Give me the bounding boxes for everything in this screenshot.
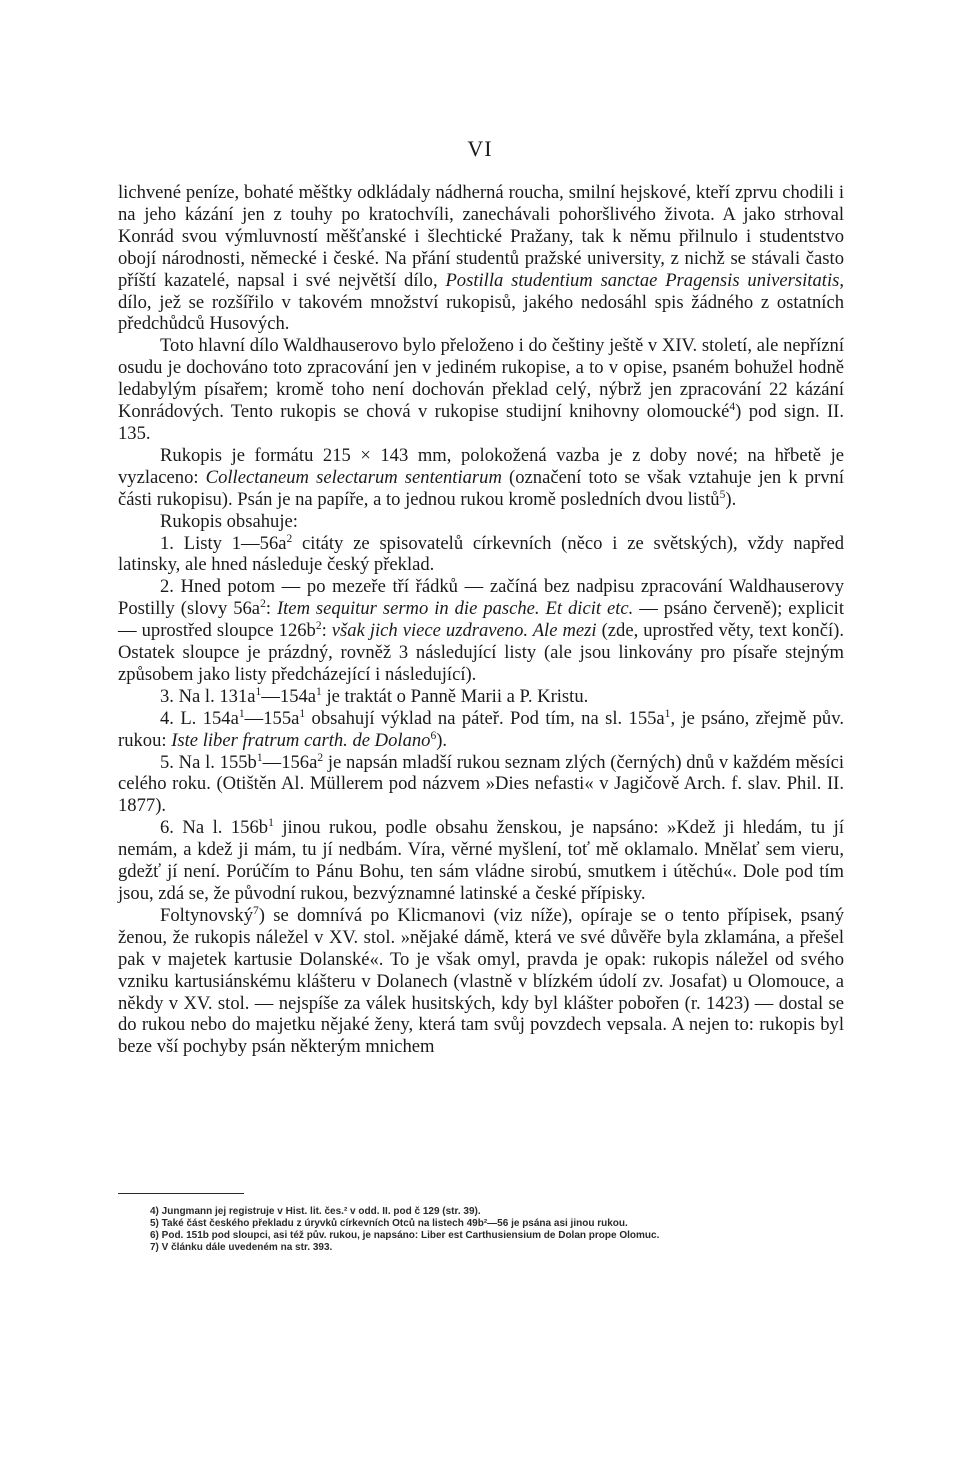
footnote-reference: 2 — [286, 532, 293, 545]
paragraph-10 — [118, 817, 844, 905]
footnote-reference: 5 — [719, 488, 726, 501]
text-run: obsahují výklad na páteř. Pod tím, na sl. 155a — [305, 707, 665, 729]
text-run: : — [265, 598, 277, 620]
text-run: ) se domnívá po Klicmanovi (viz níže), opíraje se o tento přípisek, psaný ženou, že rukopis náležel v XV. stol. »nějaké dámě, která ve své důvěře byla zklamána, a přešel pak v majetek kartusie Dolanské«. To je však omyl, pravda je opak: rukopis náležel od svého vzniku kartusiánskému klášteru v Dolanech (vlastně v blízkém údolí zv. Josafat) u Olomouce, a někdy v XV. stol. — nejspíše za válek husitských, kdy byl klášter pobořen (r. 1423) — dostal se do rukou nebo do majetku nějaké ženy, která tam svůj povzdech vepsala. A nejen to: rukopis byl beze vší pochyby psán některým mnichem — [118, 904, 844, 1058]
footnote-reference: 1 — [256, 751, 263, 764]
paragraph-1 — [118, 182, 844, 335]
text-run: (označení toto se však vztahuje jen k první části rukopisu). Psán je na papíře, a to jednou rukou kromě posledních dvou listů — [118, 466, 845, 510]
footnote-reference: 1 — [316, 685, 322, 698]
footnote-reference: 7 — [253, 904, 259, 917]
footnote-reference: 6 — [430, 729, 437, 742]
text-run: je napsán mladší rukou seznam zlých (černých) dnů v každém měsíci celého roku. (Otištěn Al. Müllerem pod názvem »Dies nefasti« v Jagičově Arch. f. slav. Phil. II. 1877). — [118, 751, 844, 817]
footnote-reference: 1 — [664, 707, 671, 720]
footnote-4: 4) Jungmann jej registruje v Hist. lit. čes.² v odd. II. pod č 129 (str. 39). — [150, 1206, 481, 1217]
paragraph-8 — [118, 708, 844, 752]
footnote-6: 6) Pod. 151b pod sloupci, asi též pův. rukou, je napsáno: Liber est Carthusiensium de Dolan prope Olomuc. — [150, 1230, 660, 1241]
footnote-reference: 2 — [317, 751, 324, 764]
text-run: citáty ze spisovatelů církevních (něco i ze světských), vždy napřed latinsky, ale hned následuje český překlad. — [118, 532, 844, 576]
text-run: : — [321, 620, 332, 642]
italic-run: Item sequitur sermo in die pasche. Et dicit etc. — [276, 598, 634, 620]
footnotes — [150, 1206, 840, 1254]
text-run: —154a — [261, 685, 317, 707]
paragraph-9 — [118, 752, 844, 818]
paragraph-7 — [118, 686, 844, 708]
text-run: ). — [725, 488, 737, 510]
page-number: VI — [467, 136, 493, 161]
text-run: lichvené peníze, bohaté měštky odkládaly nádherná roucha, smilní hejskové, kteří zprvu chodili i na jeho kázání jen z touhy po kratochvíli, zanechávali pohoršlivého života. A jako strhoval Konrád svou výmluvností měšťanské i šlechtické Pražany, tak k němu přilnulo i studentstvo obojí národnosti, německé i české. Na přání studentů pražské university, z nichž se stávali často příští kazatelé, napsal i své největší dílo, — [118, 182, 844, 291]
text-run: 2. Hned potom — po mezeře tří řádků — začíná bez nadpisu zpracování Waldhauserovy Postilly (slovy 56a — [118, 576, 844, 620]
footnote-7: 7) V článku dále uvedeném na str. 393. — [150, 1242, 333, 1253]
text-run: 6. Na l. 156b — [160, 817, 269, 839]
footnote-reference: 4 — [729, 400, 736, 413]
text-run: Foltynovský — [160, 904, 253, 926]
footnote-divider — [118, 1193, 244, 1194]
text-run: je traktát o Panně Marii a P. Kristu. — [321, 685, 589, 707]
text-run: Toto hlavní dílo Waldhauserovo bylo přeloženo i do češtiny ještě v XIV. století, ale nepřízní osudu je dochováno toto zpracování jen v jediném rukopise, a to v opise, psaném bohužel hodně ledabylým písařem; kromě toho není dochován překlad celý, nýbrž jen zpracování 22 kázání Konrádových. Tento rukopis se chová v rukopise studijní knihovny olomoucké — [118, 335, 844, 423]
text-run: —156a — [262, 751, 318, 773]
body-text — [118, 182, 844, 1058]
footnote-reference: 1 — [268, 817, 274, 830]
italic-run: Postilla studentium sanctae Pragensis universitatis — [445, 269, 840, 291]
footnote-reference: 2 — [315, 619, 322, 632]
paragraph-5 — [118, 533, 844, 577]
paragraph-2 — [118, 335, 844, 445]
text-run: , je psáno, zřejmě pův. rukou: — [118, 707, 844, 751]
paragraph-3 — [118, 445, 844, 511]
text-run: (zde, uprostřed věty, text končí). Ostatek sloupce je prázdný, rovněž 3 následující listy (ale jsou linkovány pro písaře stejným způsobem jako listy předcházející i následující). — [118, 620, 844, 685]
italic-run: Iste liber fratrum carth. de Dolano — [171, 729, 431, 751]
text-run: 3. Na l. 131a — [160, 685, 256, 707]
footnote-reference: 2 — [260, 598, 266, 611]
text-run: Rukopis obsahuje: — [160, 510, 298, 532]
italic-run: Collectaneum selectarum sententiarum — [205, 466, 502, 488]
italic-run: však jich viece uzdraveno. Ale mezi — [331, 620, 597, 642]
paragraph-4 — [118, 511, 844, 533]
footnote-reference: 1 — [255, 685, 262, 698]
text-run: Rukopis je formátu 215 × 143 mm, polokožená vazba je z doby nové; na hřbetě je vyzlaceno: — [118, 444, 844, 488]
text-run: ). — [436, 729, 448, 751]
text-run: — psáno červeně); explicit — uprostřed sloupce 126b — [118, 598, 844, 642]
text-run: —155a — [244, 707, 300, 729]
text-run: , dílo, jež se rozšířilo v takovém množství rukopisů, jakého nedosáhl spis žádného z ostatních předchůdců Husových. — [118, 269, 844, 335]
footnote-reference: 1 — [299, 707, 306, 720]
text-run: 5. Na l. 155b — [160, 751, 257, 773]
paragraph-6 — [118, 576, 844, 686]
text-run: 4. L. 154a — [160, 707, 239, 729]
paragraph-11 — [118, 905, 844, 1058]
text-run: jinou rukou, podle obsahu ženskou, je napsáno: »Kdež ji hledám, tu jí nemám, a kdež ji mám, tu jí nedbám. Víra, věrné myšlení, toť mě oklamalo. Mnělať sem vieru, gdežť jí není. Porúčím to Pánu Bohu, ten sám vládne sirobú, smutkem i útěchú«. Dole pod tím jsou, zdá se, že původní rukou, bezvýznamné latinské a české přípisky. — [118, 817, 844, 904]
text-run: ) pod sign. II. 135. — [118, 401, 844, 444]
text-run: 1. Listy 1—56a — [160, 532, 287, 554]
footnote-reference: 1 — [238, 707, 245, 720]
footnote-5: 5) Také část českého překladu z úryvků církevních Otců na listech 49b²—56 je psána asi jinou rukou. — [150, 1218, 628, 1229]
